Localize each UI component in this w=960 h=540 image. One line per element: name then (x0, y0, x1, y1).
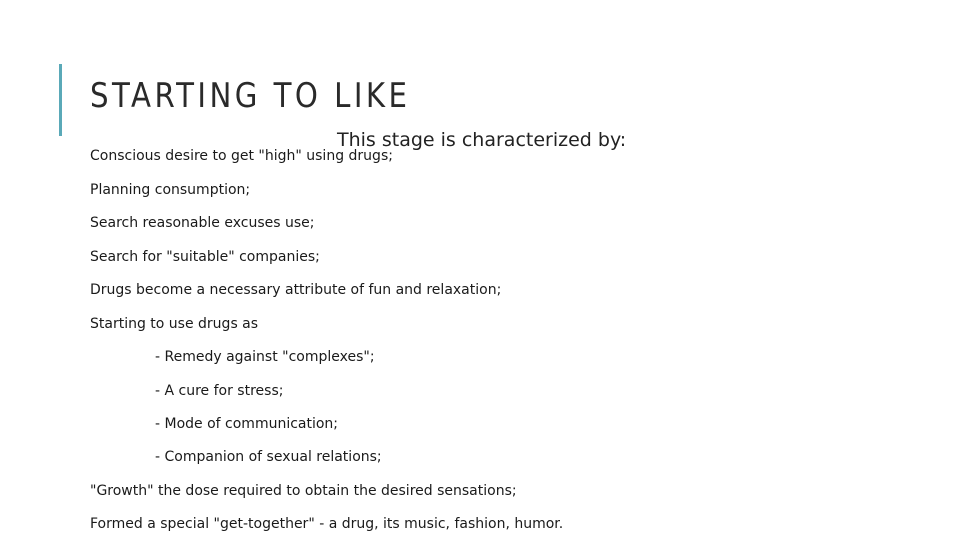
sub-list-item: - Mode of communication; (155, 416, 339, 432)
list-item: Formed a special "get-together" - a drug, its music, fashion, humor. (90, 516, 564, 532)
sub-list-item: - A cure for stress; (155, 383, 284, 399)
slide-title: STARTING TO LIKE (90, 76, 411, 116)
title-accent-bar (59, 64, 62, 136)
list-item: Search for "suitable" companies; (90, 249, 320, 265)
list-item: Search reasonable excuses use; (90, 215, 315, 231)
slide-subtitle: This stage is characterized by: (337, 129, 627, 151)
sub-list-item: - Companion of sexual relations; (155, 449, 382, 465)
sub-list-item: - Remedy against "complexes"; (155, 349, 375, 365)
list-item: Drugs become a necessary attribute of fun and relaxation; (90, 282, 502, 298)
list-item: Planning consumption; (90, 182, 251, 198)
list-item: Conscious desire to get "high" using drugs; (90, 148, 393, 164)
list-item: Starting to use drugs as (90, 316, 259, 332)
list-item: "Growth" the dose required to obtain the desired sensations; (90, 483, 517, 499)
